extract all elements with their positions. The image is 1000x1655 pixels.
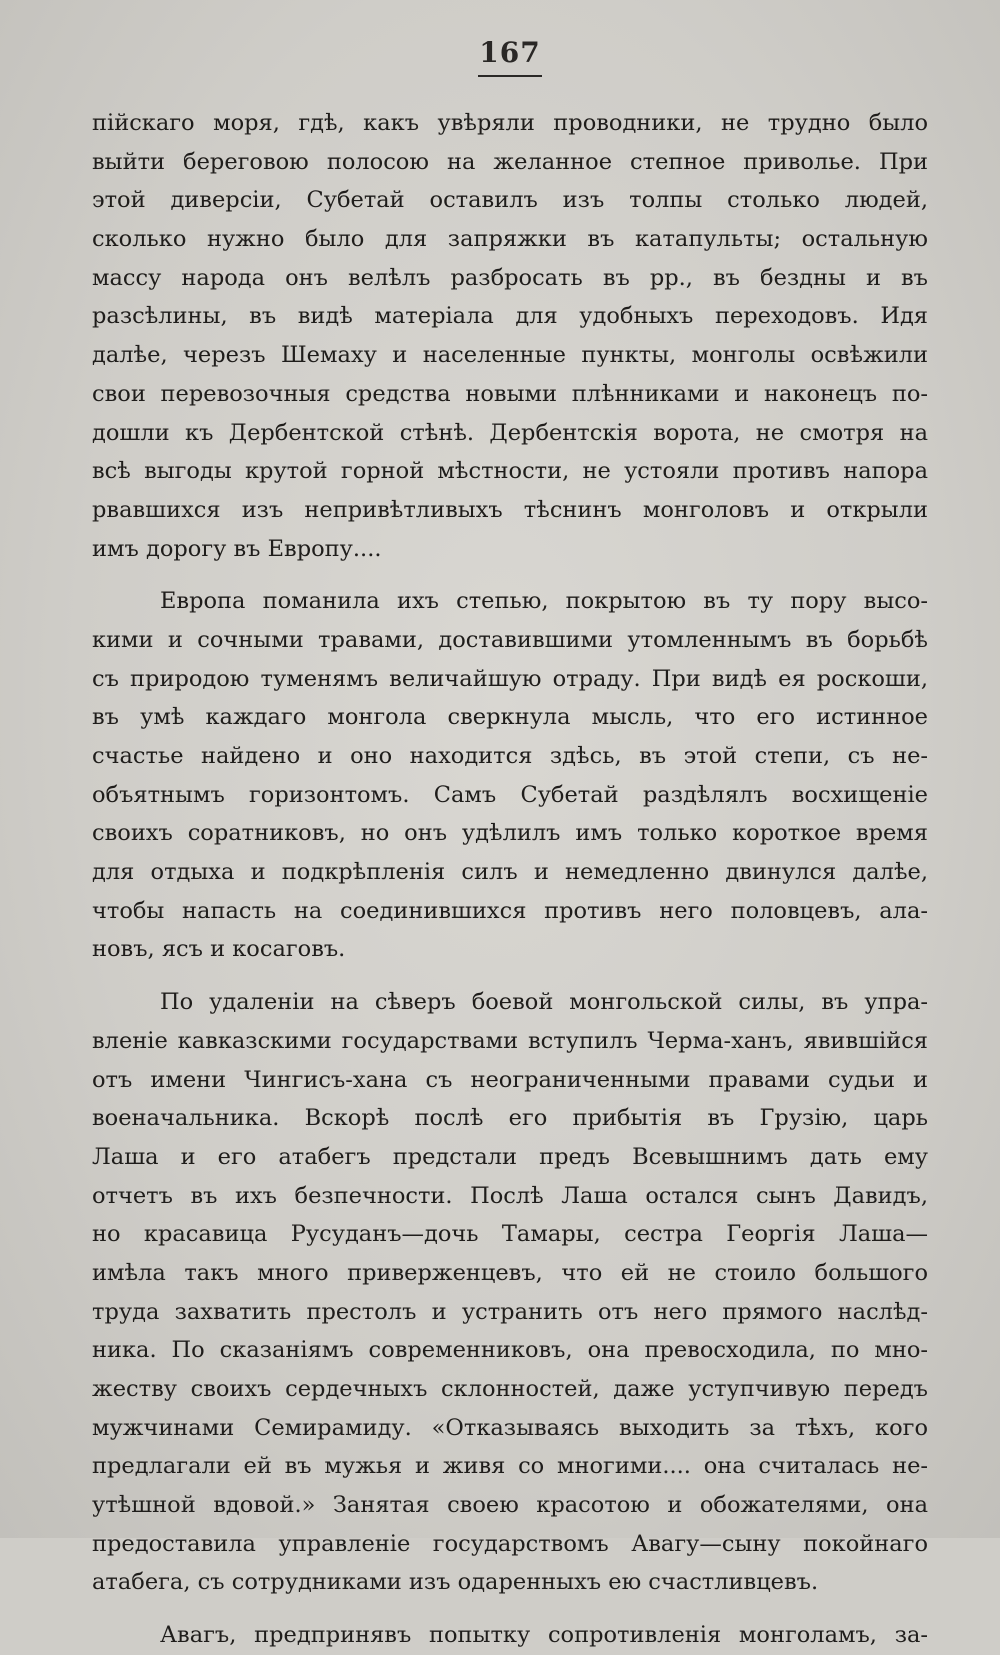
text-line: для отдыха и подкрѣпленія силъ и немедленно двинулся далѣе, [92,859,928,886]
paragraph-gap [92,1602,928,1616]
page-number-rule [478,75,542,77]
text-line: въ умѣ каждаго монгола сверкнула мысль, что его истинное [92,704,928,731]
text-line: труда захватить престолъ и устранить отъ него прямого наслѣд- [92,1298,928,1325]
text-line: имъ дорогу въ Европу.... [92,535,382,562]
text-line: разсѣлины, въ видѣ матеріала для удобныхъ переходовъ. Идя [92,303,928,330]
text-line: свои перевозочныя средства новыми плѣнниками и наконецъ по- [92,380,928,407]
text-line: военачальника. Вскорѣ послѣ его прибытія въ Грузію, царь [92,1105,928,1132]
text-line: но красавица Русуданъ—дочь Тамары, сестра Георгія Лаша— [92,1221,928,1248]
text-line: всѣ выгоды крутой горной мѣстности, не устояли противъ напора [92,458,928,485]
text-line: сколько нужно было для запряжки въ катапульты; остальную [92,226,928,253]
text-line: объятнымъ горизонтомъ. Самъ Субетай раздѣлялъ восхищеніе [92,781,928,808]
text-line: кими и сочными травами, доставившими утомленнымъ въ борьбѣ [92,626,928,653]
text-line: атабега, съ сотрудниками изъ одаренныхъ ею счастливцевъ. [92,1569,819,1596]
text-line: По удаленіи на сѣверъ боевой монгольской силы, въ упра- [160,989,928,1016]
text-line: дошли къ Дербентской стѣнѣ. Дербентскія ворота, не смотря на [92,419,928,446]
text-line: имѣла такъ много приверженцевъ, что ей не стоило большого [92,1259,928,1286]
text-line: чтобы напасть на соединившихся противъ него половцевъ, ала- [92,897,928,924]
text-line: утѣшной вдовой.» Занятая своею красотою и обожателями, она [92,1492,928,1519]
text-line: пійскаго моря, гдѣ, какъ увѣряли проводники, не трудно было [92,110,928,136]
text-line: Лаша и его атабегъ предстали предъ Всевышнимъ дать ему [92,1143,928,1170]
text-line: счастье найдено и оно находится здѣсь, въ этой степи, съ не- [92,743,928,769]
paragraph-gap [92,568,928,582]
text-line: жеству своихъ сердечныхъ склонностей, даже уступчивую передъ [92,1376,928,1402]
text-line: вленіе кавказскими государствами вступилъ Черма-ханъ, явившійся [92,1027,928,1054]
paragraph [92,1616,928,1655]
paragraph [92,104,928,568]
text-line: отъ имени Чингисъ-хана съ неограниченными правами судьи и [92,1066,928,1093]
text-line: своихъ соратниковъ, но онъ удѣлилъ имъ только короткое время [92,820,928,847]
page-number: 167 [479,36,541,69]
text-line: Авагъ, предпринявъ попытку сопротивленія монголамъ, за- [160,1622,928,1649]
text-line: предлагали ей въ мужья и живя со многими.... она считалась не- [92,1453,928,1480]
text-line: новъ, ясъ и косаговъ. [92,936,346,963]
paragraph [92,582,928,969]
paragraph [92,983,928,1602]
text-line: предоставила управленіе государствомъ Авагу—сыну покойнаго [92,1530,928,1557]
text-line: массу народа онъ велѣлъ разбросать въ рр., въ бездны и въ [92,264,928,291]
text-line: мужчинами Семирамиду. «Отказываясь выходить за тѣхъ, кого [92,1414,928,1441]
text-line: съ природою туменямъ величайшую отраду. При видѣ ея роскоши, [92,665,928,692]
text-line: этой диверсіи, Субетай оставилъ изъ толпы столько людей, [92,187,928,214]
text-line: далѣе, черезъ Шемаху и населенные пункты, монголы освѣжили [92,342,928,369]
body-text [92,104,928,1655]
text-line: выйти береговою полосою на желанное степное приволье. При [92,148,928,175]
text-line: Европа поманила ихъ степью, покрытою въ ту пору высо- [160,588,928,615]
paragraph-gap [92,969,928,983]
text-line: ника. По сказаніямъ современниковъ, она превосходила, по мно- [92,1337,928,1364]
text-line: отчетъ въ ихъ безпечности. Послѣ Лаша остался сынъ Давидъ, [92,1182,928,1209]
text-line: рвавшихся изъ непривѣтливыхъ тѣснинъ монголовъ и открыли [92,496,928,523]
